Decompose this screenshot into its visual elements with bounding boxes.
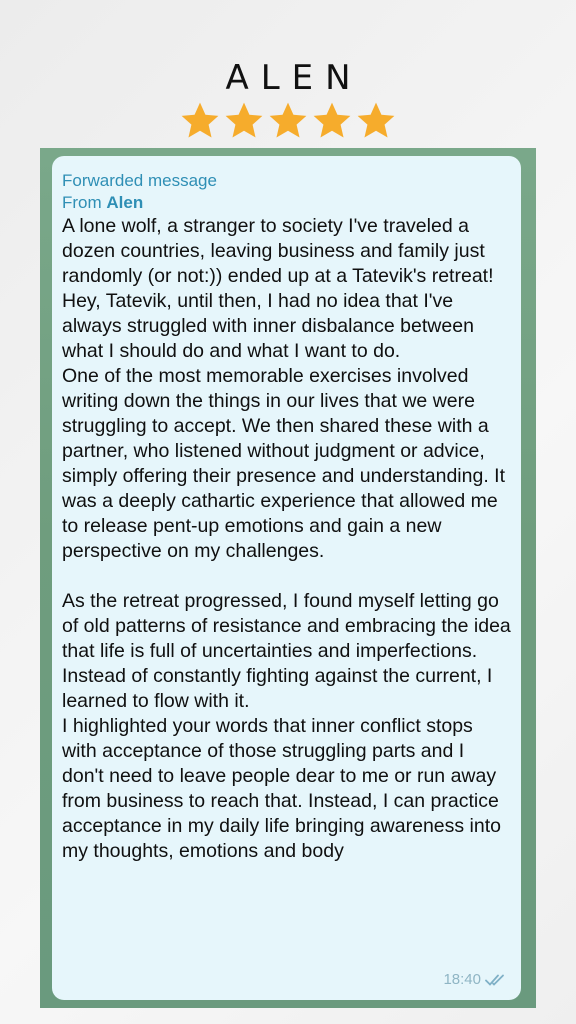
message-paragraph: Hey, Tatevik, until then, I had no idea that I've always struggled with inner disbalance between what I should do and what I want to do. <box>62 290 474 362</box>
message-paragraph: A lone wolf, a stranger to society I've traveled a dozen countries, leaving business and family just randomly (or not:)) ended up at a Tatevik's retreat! <box>62 215 494 287</box>
reviewer-name: ALEN <box>225 58 363 98</box>
message-bubble[interactable] <box>52 156 521 1000</box>
star-icon <box>179 100 221 142</box>
star-icon <box>355 100 397 142</box>
chat-background <box>40 148 536 1008</box>
message-time: 18:40 <box>443 971 481 988</box>
from-prefix: From <box>62 193 107 212</box>
message-text <box>62 214 511 864</box>
star-icon <box>223 100 265 142</box>
message-paragraph: I highlighted your words that inner conflict stops with acceptance of those struggling parts and I don't need to leave people dear to me or run away from business to reach that. Instead, I can practice acceptance in my daily life bringing awareness into my thoughts, emotions and body <box>62 715 501 862</box>
star-icon <box>267 100 309 142</box>
message-paragraph: One of the most memorable exercises involved writing down the things in our lives that we were struggling to accept. We then shared these with a partner, who listened without judgment or advice, simply offering their presence and understanding. It was a deeply cathartic experience that allowed me to release pent-up emotions and gain a new perspective on my challenges. <box>62 365 505 562</box>
paragraph-gap <box>62 564 511 589</box>
forwarded-label: Forwarded message <box>62 171 217 190</box>
message-meta <box>443 971 507 988</box>
double-check-icon <box>485 973 507 987</box>
from-sender-name[interactable]: Alen <box>106 193 144 212</box>
star-icon <box>311 100 353 142</box>
rating-stars <box>0 100 576 146</box>
message-paragraph: As the retreat progressed, I found myself letting go of old patterns of resistance and embracing the idea that life is full of uncertainties and imperfections. Instead of constantly fighting against the current, I learned to flow with it. <box>62 590 511 712</box>
forwarded-from[interactable] <box>62 192 511 214</box>
